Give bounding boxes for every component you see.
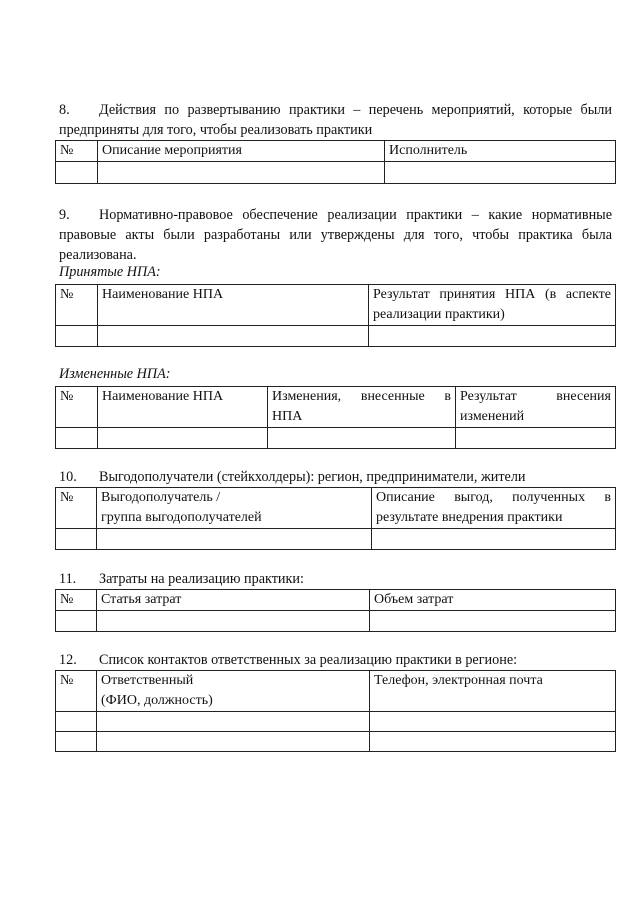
section-8-text: 8. Действия по развертыванию практики – перечень мероприятий, которые были предприняты для того, чтобы реализовать практики xyxy=(59,102,612,138)
section-9-number: 9. xyxy=(59,207,70,223)
table-header-row xyxy=(56,671,616,712)
table-cell[interactable] xyxy=(97,611,370,632)
table-cell[interactable] xyxy=(370,712,616,732)
table-header-row xyxy=(56,285,616,326)
table-cell[interactable] xyxy=(98,428,268,449)
table-header-row xyxy=(56,141,616,162)
table-cell[interactable] xyxy=(56,529,97,550)
table-cell[interactable] xyxy=(370,611,616,632)
table-cell[interactable] xyxy=(372,529,616,550)
table-row xyxy=(56,326,616,347)
header-cell-beneficiary: Выгодополучатель / группа выгодополучателей xyxy=(97,488,372,529)
table-cell[interactable] xyxy=(97,529,372,550)
section-10-text: 10. Выгодополучатели (стейкхолдеры): регион, предприниматели, жители xyxy=(59,469,526,485)
table-cell[interactable] xyxy=(56,611,97,632)
table-row xyxy=(56,732,616,752)
changed-npa-label: Измененные НПА: xyxy=(59,366,171,382)
adopted-npa-label: Принятые НПА: xyxy=(59,264,161,280)
header-cell-npa-name: Наименование НПА xyxy=(98,285,369,326)
header-cell-responsible: Ответственный (ФИО, должность) xyxy=(97,671,370,712)
contacts-table xyxy=(55,670,616,752)
actions-table xyxy=(55,140,616,184)
table-row xyxy=(56,162,616,184)
section-12-text: 12. Список контактов ответственных за реализацию практики в регионе: xyxy=(59,652,518,668)
header-cell-description: Описание мероприятия xyxy=(98,141,385,162)
section-12-number: 12. xyxy=(59,652,77,668)
section-9-text: 9. Нормативно-правовое обеспечение реализации практики – какие нормативные правовые акты были разработаны или утверждены для того, чтобы практика была реализована. xyxy=(59,207,612,263)
header-cell-cost-item: Статья затрат xyxy=(97,590,370,611)
costs-table xyxy=(55,589,616,632)
section-11-text: 11. Затраты на реализацию практики: xyxy=(59,571,304,587)
table-cell[interactable] xyxy=(268,428,456,449)
header-cell-number: № xyxy=(56,671,97,712)
header-cell-number: № xyxy=(56,387,98,428)
header-cell-npa-name: Наименование НПА xyxy=(98,387,268,428)
table-cell[interactable] xyxy=(370,732,616,752)
table-cell[interactable] xyxy=(56,732,97,752)
table-cell[interactable] xyxy=(97,712,370,732)
table-cell[interactable] xyxy=(98,162,385,184)
table-header-row xyxy=(56,387,616,428)
table-row xyxy=(56,611,616,632)
section-11-number: 11. xyxy=(59,571,77,587)
adopted-npa-table xyxy=(55,284,616,347)
table-cell[interactable] xyxy=(56,326,98,347)
changed-npa-table xyxy=(55,386,616,449)
table-row xyxy=(56,712,616,732)
table-cell[interactable] xyxy=(98,326,369,347)
header-cell-number: № xyxy=(56,590,97,611)
table-cell[interactable] xyxy=(97,732,370,752)
header-cell-cost-amount: Объем затрат xyxy=(370,590,616,611)
section-8-number: 8. xyxy=(59,102,70,118)
table-cell[interactable] xyxy=(56,428,98,449)
table-cell[interactable] xyxy=(56,712,97,732)
header-cell-number: № xyxy=(56,488,97,529)
table-cell[interactable] xyxy=(385,162,616,184)
header-cell-change-result: Результат внесения изменений xyxy=(456,387,616,428)
beneficiaries-table xyxy=(55,487,616,550)
header-cell-number: № xyxy=(56,141,98,162)
header-cell-npa-result: Результат принятия НПА (в аспекте реализации практики) xyxy=(369,285,616,326)
header-cell-changes: Изменения, внесенные в НПА xyxy=(268,387,456,428)
table-cell[interactable] xyxy=(369,326,616,347)
header-cell-contacts: Телефон, электронная почта xyxy=(370,671,616,712)
table-cell[interactable] xyxy=(456,428,616,449)
table-row xyxy=(56,529,616,550)
section-10-number: 10. xyxy=(59,469,77,485)
table-header-row xyxy=(56,590,616,611)
table-header-row xyxy=(56,488,616,529)
table-cell[interactable] xyxy=(56,162,98,184)
header-cell-benefits: Описание выгод, полученных в результате внедрения практики xyxy=(372,488,616,529)
table-row xyxy=(56,428,616,449)
header-cell-executor: Исполнитель xyxy=(385,141,616,162)
header-cell-number: № xyxy=(56,285,98,326)
